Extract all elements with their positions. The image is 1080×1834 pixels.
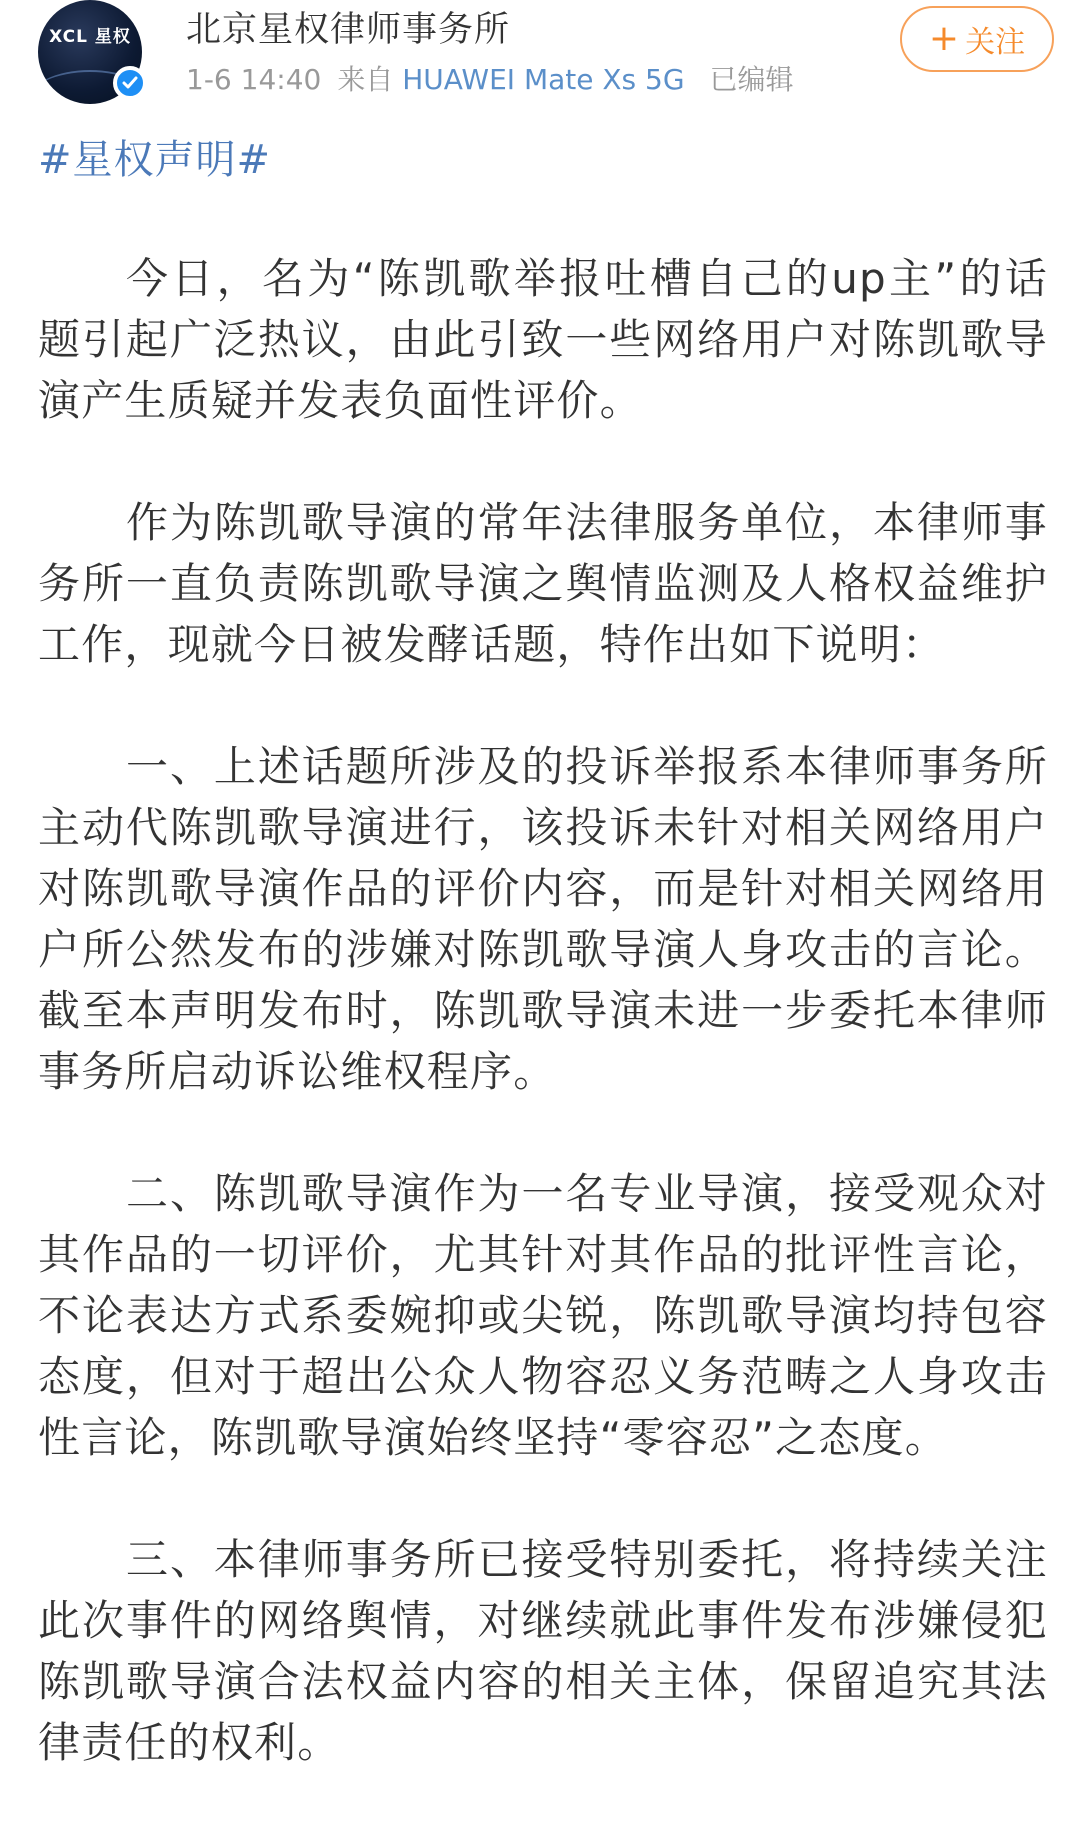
device-source[interactable]: HUAWEI Mate Xs 5G: [402, 63, 685, 96]
paragraph: 一、上述话题所涉及的投诉举报系本律师事务所主动代陈凯歌导演进行，该投诉未针对相关网络用户对陈凯歌导演作品的评价内容，而是针对相关网络用户所公然发布的涉嫌对陈凯歌导演人身攻击的言论。截至本声明发布时，陈凯歌导演未进一步委托本律师事务所启动诉讼维权程序。: [38, 742, 1048, 1096]
post-content: [38, 248, 1048, 1834]
edited-label: 已编辑: [709, 63, 794, 96]
hashtag-link[interactable]: #星权声明#: [38, 137, 272, 183]
post-meta: [186, 58, 809, 98]
follow-button[interactable]: [900, 6, 1054, 72]
paragraph: 作为陈凯歌导演的常年法律服务单位，本律师事务所一直负责陈凯歌导演之舆情监测及人格权益维护工作，现就今日被发酵话题，特作出如下说明：: [38, 498, 1048, 669]
source-prefix: 来自: [337, 63, 394, 96]
verified-check-icon: [113, 66, 147, 100]
follow-label: 关注: [965, 25, 1026, 60]
avatar-logo: XCL 星权: [49, 27, 131, 47]
author-name[interactable]: 北京星权律师事务所: [186, 10, 511, 50]
post-time: 1-6 14:40: [186, 63, 322, 96]
paragraph: 三、本律师事务所已接受特别委托，将持续关注此次事件的网络舆情，对继续就此事件发布涉嫌侵犯陈凯歌导演合法权益内容的相关主体，保留追究其法律责任的权利。: [38, 1535, 1048, 1767]
plus-icon: +: [928, 18, 960, 59]
post-header: [0, 0, 1080, 112]
paragraph: 二、陈凯歌导演作为一名专业导演，接受观众对其作品的一切评价，尤其针对其作品的批评性言论，不论表达方式系委婉抑或尖锐，陈凯歌导演均持包容态度，但对于超出公众人物容忍义务范畴之人身攻击性言论，陈凯歌导演始终坚持“零容忍”之态度。: [38, 1169, 1048, 1462]
paragraph: 今日，名为“陈凯歌举报吐槽自己的up主”的话题引起广泛热议，由此引致一些网络用户对陈凯歌导演产生质疑并发表负面性评价。: [38, 254, 1048, 425]
